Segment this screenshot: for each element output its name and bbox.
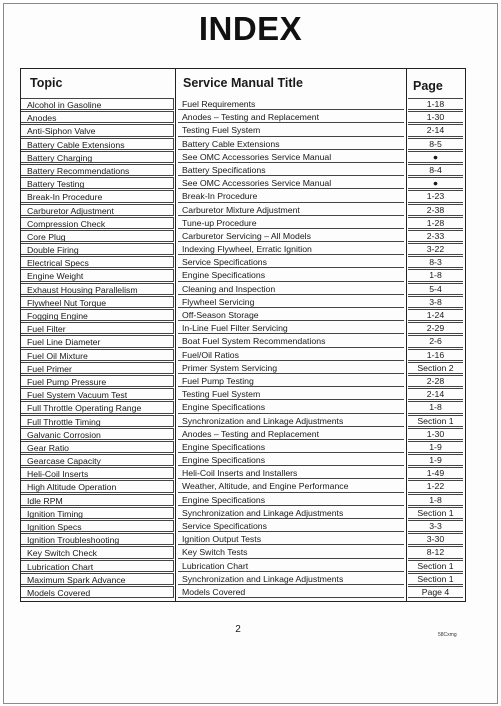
manual-title-cell: Synchronization and Linkage Adjustments — [182, 507, 344, 518]
row-rule — [178, 558, 404, 559]
page-cell: 2-38 — [408, 204, 463, 216]
manual-title-cell: Lubrication Chart — [182, 560, 249, 571]
row-rule — [178, 386, 404, 387]
topic-cell: Fuel Primer — [21, 362, 174, 374]
row-rule — [178, 584, 404, 585]
row-rule — [178, 162, 404, 163]
table-row — [21, 507, 465, 520]
page-cell: 1-9 — [408, 454, 463, 466]
page-cell: 1-24 — [408, 309, 463, 321]
page-cell: 2-28 — [408, 375, 463, 387]
table-row — [21, 230, 465, 243]
topic-cell: Galvanic Corrosion — [21, 428, 174, 440]
manual-title-cell: Testing Fuel System — [182, 125, 261, 136]
topic-cell: Fuel System Vacuum Test — [21, 388, 174, 400]
page-cell: 2-33 — [408, 230, 463, 242]
table-row — [21, 190, 465, 203]
row-rule — [178, 241, 404, 242]
row-rule — [178, 228, 404, 229]
table-row — [21, 480, 465, 493]
row-rule — [178, 136, 404, 137]
row-rule — [178, 399, 404, 400]
row-rule — [178, 215, 404, 216]
manual-title-cell: Testing Fuel System — [182, 389, 261, 400]
table-row — [21, 256, 465, 269]
manual-title-cell: Battery Cable Extensions — [182, 138, 280, 149]
header-manual-title: Service Manual Title — [183, 76, 303, 90]
table-row — [21, 124, 465, 137]
row-rule — [178, 373, 404, 374]
topic-cell: Fuel Line Diameter — [21, 335, 174, 347]
page-cell: 1-49 — [408, 467, 463, 479]
manual-title-cell: Break-In Procedure — [182, 191, 258, 202]
row-rule — [178, 320, 404, 321]
topic-cell: Flywheel Nut Torque — [21, 296, 174, 308]
table-row — [21, 362, 465, 375]
row-rule — [178, 571, 404, 572]
page-cell: 1-30 — [408, 111, 463, 123]
manual-title-cell: Weather, Altitude, and Engine Performance — [182, 481, 349, 492]
row-rule — [178, 188, 404, 189]
table-row — [21, 296, 465, 309]
row-rule — [178, 149, 404, 150]
topic-cell: Maximum Spark Advance — [21, 573, 174, 585]
row-rule — [178, 426, 404, 427]
manual-title-cell: Flywheel Servicing — [182, 296, 255, 307]
table-row — [21, 177, 465, 190]
page-cell: ● — [408, 151, 463, 163]
page-cell: 3-30 — [408, 533, 463, 545]
index-table — [20, 68, 466, 602]
footer-code: 58Cxmg — [438, 632, 457, 638]
manual-title-cell: Boat Fuel System Recommendations — [182, 336, 326, 347]
page-cell: Section 1 — [408, 573, 463, 585]
topic-cell: Break-In Procedure — [21, 190, 174, 202]
table-row — [21, 322, 465, 335]
row-rule — [178, 294, 404, 295]
manual-title-cell: Heli-Coil Inserts and Installers — [182, 468, 298, 479]
topic-cell: High Altitude Operation — [21, 480, 174, 492]
page-cell: Section 1 — [408, 560, 463, 572]
topic-cell: Key Switch Check — [21, 546, 174, 558]
page-cell: 1-9 — [408, 441, 463, 453]
topic-cell: Ignition Timing — [21, 507, 174, 519]
topic-cell: Double Firing — [21, 243, 174, 255]
page-cell: 8-5 — [408, 138, 463, 150]
topic-cell: Ignition Specs — [21, 520, 174, 532]
page-cell: 1-16 — [408, 349, 463, 361]
table-header — [21, 69, 465, 99]
manual-title-cell: Primer System Servicing — [182, 362, 278, 373]
row-rule — [178, 175, 404, 176]
table-row — [21, 533, 465, 546]
page-cell: 1-8 — [408, 494, 463, 506]
page-cell: 8-4 — [408, 164, 463, 176]
manual-title-cell: Fuel Requirements — [182, 99, 256, 109]
row-rule — [178, 122, 404, 123]
row-rule — [178, 597, 404, 598]
row-rule — [178, 333, 404, 334]
topic-cell: Gear Ratio — [21, 441, 174, 453]
manual-title-cell: Engine Specifications — [182, 270, 266, 281]
table-row — [21, 467, 465, 480]
table-row — [21, 388, 465, 401]
table-row — [21, 243, 465, 256]
topic-cell: Anodes — [21, 111, 174, 123]
table-row — [21, 283, 465, 296]
row-rule — [178, 465, 404, 466]
topic-cell: Full Throttle Timing — [21, 415, 174, 427]
topic-cell: Fuel Pump Pressure — [21, 375, 174, 387]
page-cell: ● — [408, 177, 463, 189]
topic-cell: Compression Check — [21, 217, 174, 229]
header-topic: Topic — [30, 76, 63, 90]
manual-title-cell: Anodes – Testing and Replacement — [182, 428, 320, 439]
table-row — [21, 428, 465, 441]
row-rule — [178, 267, 404, 268]
table-row — [21, 349, 465, 362]
manual-title-cell: Engine Specifications — [182, 455, 266, 466]
row-rule — [178, 360, 404, 361]
row-rule — [178, 439, 404, 440]
page-cell: 1-28 — [408, 217, 463, 229]
manual-title-cell: Service Specifications — [182, 257, 267, 268]
row-rule — [178, 109, 404, 110]
row-rule — [178, 413, 404, 414]
table-row — [21, 111, 465, 124]
page-cell: Section 2 — [408, 362, 463, 374]
manual-title-cell: Cleaning and Inspection — [182, 283, 276, 294]
topic-cell: Battery Testing — [21, 177, 174, 189]
page-cell: 1-23 — [408, 190, 463, 202]
row-rule — [178, 505, 404, 506]
table-row — [21, 309, 465, 322]
page-cell: 1-30 — [408, 428, 463, 440]
topic-cell: Core Plug — [21, 230, 174, 242]
manual-title-cell: Ignition Output Tests — [182, 534, 262, 545]
page-cell: 8-12 — [408, 546, 463, 558]
topic-cell: Ignition Troubleshooting — [21, 533, 174, 545]
row-rule — [178, 202, 404, 203]
table-row — [21, 494, 465, 507]
manual-title-cell: See OMC Accessories Service Manual — [182, 151, 332, 162]
manual-title-cell: Engine Specifications — [182, 441, 266, 452]
topic-cell: Battery Recommendations — [21, 164, 174, 176]
page-cell: 2-29 — [408, 322, 463, 334]
page-cell: 2-6 — [408, 335, 463, 347]
table-row — [21, 441, 465, 454]
table-row — [21, 586, 465, 599]
page-cell: 2-14 — [408, 124, 463, 136]
topic-cell: Battery Cable Extensions — [21, 138, 174, 150]
manual-title-cell: Models Covered — [182, 586, 246, 597]
page-title: INDEX — [198, 10, 303, 47]
page-cell: 2-14 — [408, 388, 463, 400]
row-rule — [178, 452, 404, 453]
manual-title-cell: See OMC Accessories Service Manual — [182, 178, 332, 189]
row-rule — [178, 347, 404, 348]
table-row — [21, 98, 465, 111]
page-cell: 1-8 — [408, 401, 463, 413]
manual-title-cell: Engine Specifications — [182, 402, 266, 413]
table-row — [21, 375, 465, 388]
table-body — [21, 98, 465, 599]
manual-title-cell: Service Specifications — [182, 521, 267, 531]
page-cell: 3-8 — [408, 296, 463, 308]
row-rule — [178, 492, 404, 493]
page-cell: 8-3 — [408, 256, 463, 268]
table-row — [21, 217, 465, 230]
table-row — [21, 269, 465, 282]
table-row — [21, 560, 465, 573]
manual-title-cell: Carburetor Servicing – All Models — [182, 230, 311, 241]
topic-cell: Battery Charging — [21, 151, 174, 163]
topic-cell: Lubrication Chart — [21, 560, 174, 572]
page-cell: Section 1 — [408, 415, 463, 427]
topic-cell: Fuel Filter — [21, 322, 174, 334]
manual-title-cell: Tune-up Procedure — [182, 217, 257, 228]
page-cell: 1-8 — [408, 269, 463, 281]
topic-cell: Gearcase Capacity — [21, 454, 174, 466]
table-row — [21, 151, 465, 164]
page-cell: 1-18 — [408, 98, 463, 110]
row-rule — [178, 478, 404, 479]
table-row — [21, 415, 465, 428]
manual-title-cell: In-Line Fuel Filter Servicing — [182, 323, 288, 334]
page-cell: 3-22 — [408, 243, 463, 255]
table-row — [21, 454, 465, 467]
topic-cell: Engine Weight — [21, 269, 174, 281]
manual-title-cell: Fuel/Oil Ratios — [182, 349, 239, 360]
row-rule — [178, 544, 404, 545]
topic-cell: Fogging Engine — [21, 309, 174, 321]
topic-cell: Idle RPM — [21, 494, 174, 506]
topic-cell: Exhaust Housing Parallelism — [21, 283, 174, 295]
table-row — [21, 335, 465, 348]
table-row — [21, 401, 465, 414]
row-rule — [178, 531, 404, 532]
topic-cell: Carburetor Adjustment — [21, 204, 174, 216]
topic-cell: Full Throttle Operating Range — [21, 401, 174, 413]
manual-title-cell: Synchronization and Linkage Adjustments — [182, 415, 344, 426]
page-cell: Page 4 — [408, 586, 463, 598]
topic-cell: Electrical Specs — [21, 256, 174, 268]
table-row — [21, 204, 465, 217]
topic-cell: Alcohol in Gasoline — [21, 98, 174, 110]
page-number: 2 — [235, 624, 241, 635]
manual-title-cell: Engine Specifications — [182, 494, 266, 505]
row-rule — [178, 281, 404, 282]
table-row — [21, 573, 465, 586]
table-row — [21, 520, 465, 533]
manual-title-cell: Anodes – Testing and Replacement — [182, 112, 320, 123]
manual-title-cell: Off-Season Storage — [182, 310, 259, 320]
manual-title-cell: Synchronization and Linkage Adjustments — [182, 573, 344, 584]
topic-cell: Anti-Siphon Valve — [21, 124, 174, 136]
row-rule — [178, 254, 404, 255]
page-cell: Section 1 — [408, 507, 463, 519]
manual-title-cell: Carburetor Mixture Adjustment — [182, 204, 300, 215]
topic-cell: Fuel Oil Mixture — [21, 349, 174, 361]
page-cell: 5-4 — [408, 283, 463, 295]
table-row — [21, 546, 465, 559]
page-cell: 3-3 — [408, 520, 463, 532]
manual-title-cell: Battery Specifications — [182, 164, 266, 175]
table-row — [21, 138, 465, 151]
topic-cell: Heli-Coil Inserts — [21, 467, 174, 479]
header-page: Page — [413, 79, 443, 93]
manual-title-cell: Indexing Flywheel, Erratic Ignition — [182, 244, 312, 255]
table-row — [21, 164, 465, 177]
page-cell: 1-22 — [408, 480, 463, 492]
row-rule — [178, 518, 404, 519]
manual-title-cell: Key Switch Tests — [182, 547, 248, 558]
row-rule — [178, 307, 404, 308]
manual-title-cell: Fuel Pump Testing — [182, 375, 254, 386]
topic-cell: Models Covered — [21, 586, 174, 598]
